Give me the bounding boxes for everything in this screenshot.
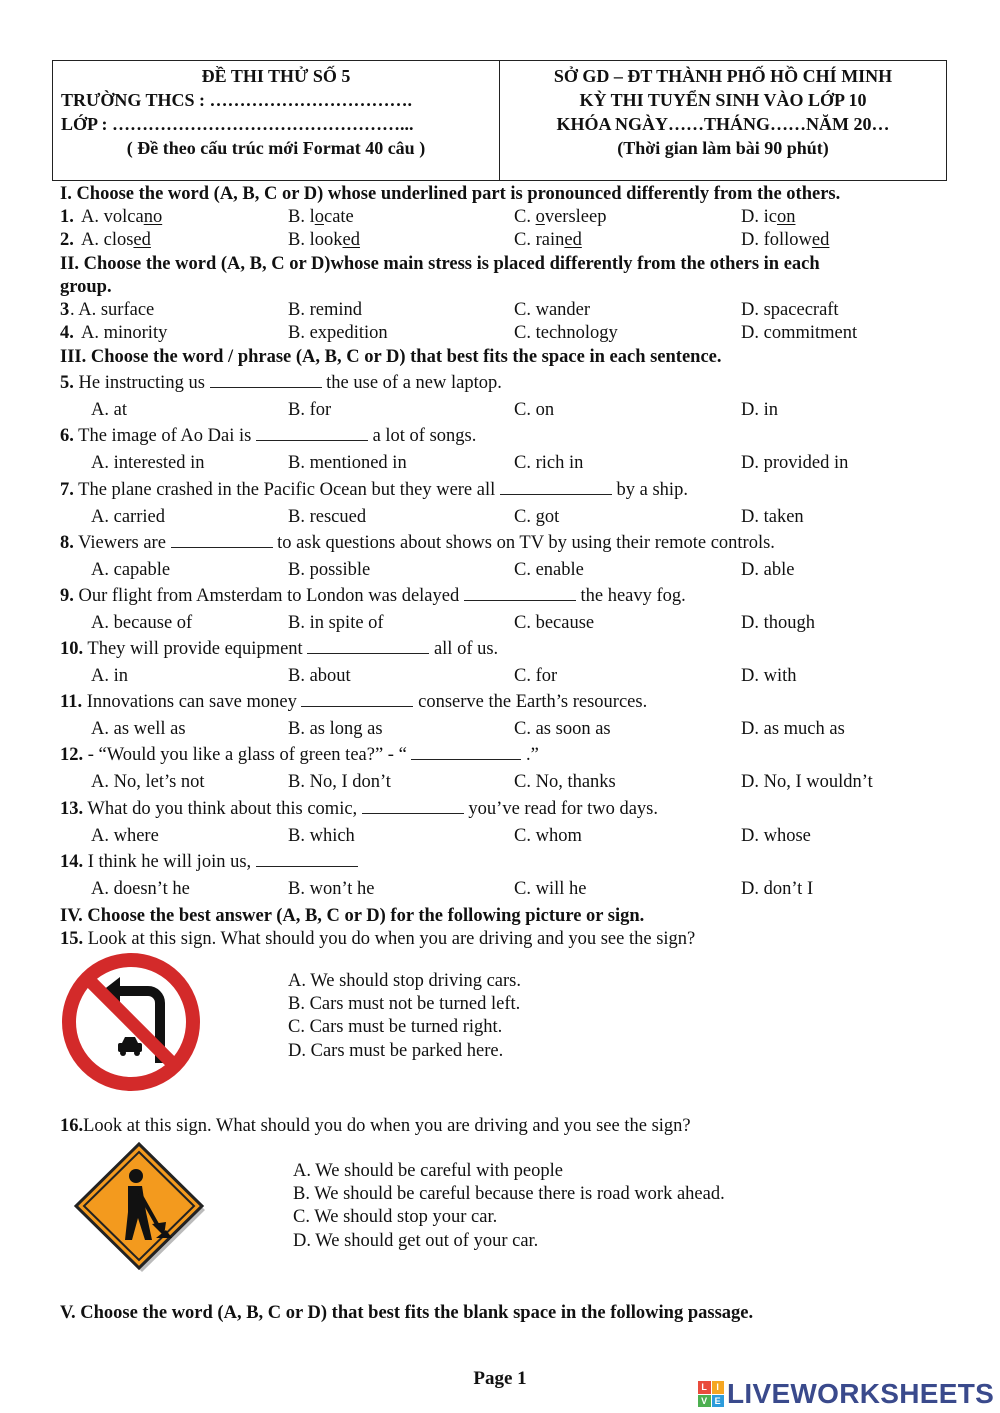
brand-logo-icon: [698, 1381, 724, 1407]
option-c[interactable]: C. as soon as: [514, 719, 611, 739]
question-number: 3: [60, 300, 70, 320]
option-d[interactable]: D. No, I wouldn’t: [741, 772, 873, 792]
option-a[interactable]: A. carried: [91, 507, 165, 527]
section-2-heading-cont: group.: [60, 277, 112, 297]
option-b[interactable]: B. mentioned in: [288, 453, 407, 473]
question-2: [0, 230, 1000, 254]
question-6-stem: [60, 426, 476, 447]
question-text-after: conserve the Earth’s resources.: [418, 692, 648, 712]
option-b[interactable]: [288, 207, 354, 228]
question-15-option-a[interactable]: A. We should stop driving cars.: [288, 971, 521, 991]
logo-cell: E: [712, 1395, 725, 1408]
question-9-options: [0, 613, 1000, 637]
option-c[interactable]: C. enable: [514, 560, 584, 580]
question-number: 1.: [60, 207, 74, 227]
question-number: 10.: [60, 639, 84, 659]
option-d[interactable]: D. taken: [741, 507, 804, 527]
logo-cell: V: [698, 1395, 711, 1408]
option-c[interactable]: C. wander: [514, 300, 591, 320]
option-text: cate: [323, 207, 354, 227]
question-text-after: the heavy fog.: [580, 586, 686, 606]
option-d[interactable]: [741, 207, 795, 228]
option-text: D. ic: [741, 207, 777, 227]
brand-name: LIVEWORKSHEETS: [727, 1378, 995, 1409]
question-number: 2.: [60, 230, 74, 250]
question-text-after: to ask questions about shows on TV by using their remote controls.: [277, 533, 775, 553]
option-d[interactable]: [741, 230, 829, 251]
question-16-option-a[interactable]: A. We should be careful with people: [293, 1161, 563, 1181]
question-1: [0, 207, 1000, 231]
question-number: 15.: [60, 929, 84, 949]
option-a[interactable]: A. doesn’t he: [91, 879, 190, 899]
question-text: Innovations can save money: [86, 692, 297, 712]
option-a[interactable]: . A. surface: [70, 300, 155, 320]
header-right: [500, 61, 946, 180]
option-a[interactable]: A. as well as: [91, 719, 186, 739]
option-b[interactable]: B. remind: [288, 300, 362, 320]
answer-blank[interactable]: [362, 799, 464, 814]
option-text: B. l: [288, 207, 315, 227]
question-text: They will provide equipment: [87, 639, 303, 659]
option-b[interactable]: B. rescued: [288, 507, 367, 527]
question-text: Our flight from Amsterdam to London was delayed: [78, 586, 460, 606]
option-text: C. rain: [514, 230, 565, 250]
section-3-heading: III. Choose the word / phrase (A, B, C or D) that best fits the space in each sentence.: [60, 347, 722, 367]
question-15-option-c[interactable]: C. Cars must be turned right.: [288, 1017, 503, 1037]
option-c[interactable]: C. got: [514, 507, 560, 527]
underlined-part: ed: [811, 230, 830, 250]
option-d[interactable]: D. commitment: [741, 323, 858, 343]
option-c[interactable]: C. will he: [514, 879, 587, 899]
question-text-after: the use of a new laptop.: [326, 373, 502, 393]
option-b[interactable]: B. in spite of: [288, 613, 384, 633]
underlined-part: ed: [342, 230, 360, 250]
question-7-options: [0, 507, 1000, 531]
option-d[interactable]: D. in: [741, 400, 778, 420]
option-d[interactable]: D. don’t I: [741, 879, 814, 899]
question-13-options: [0, 826, 1000, 850]
option-text: A. clos: [81, 230, 134, 250]
question-text: Viewers are: [78, 533, 166, 553]
question-14-stem: [60, 852, 358, 873]
question-14-options: [0, 879, 1000, 903]
option-c[interactable]: C. rich in: [514, 453, 584, 473]
option-b[interactable]: B. for: [288, 400, 332, 420]
option-a[interactable]: A. because of: [91, 613, 193, 633]
answer-blank[interactable]: [256, 852, 358, 867]
option-a[interactable]: [81, 207, 162, 228]
question-number: 5.: [60, 373, 74, 393]
question-15-option-d[interactable]: D. Cars must be parked here.: [288, 1041, 504, 1061]
question-text: What do you think about this comic,: [87, 799, 358, 819]
question-number: 9.: [60, 586, 74, 606]
option-b[interactable]: B. expedition: [288, 323, 388, 343]
option-d[interactable]: D. with: [741, 666, 797, 686]
option-a[interactable]: [81, 230, 151, 251]
answer-blank[interactable]: [411, 745, 521, 760]
question-number: 8.: [60, 533, 74, 553]
exam-name: KỲ THI TUYỂN SINH VÀO LỚP 10: [579, 90, 867, 110]
option-b[interactable]: B. which: [288, 826, 355, 846]
question-text: The plane crashed in the Pacific Ocean but they were all: [78, 480, 496, 500]
option-a[interactable]: A. at: [91, 400, 127, 420]
format-note: ( Đề theo cấu trúc mới Format 40 câu ): [126, 138, 426, 158]
exam-header: [52, 60, 947, 181]
question-text: Look at this sign. What should you do when you are driving and you see the sign?: [83, 1116, 691, 1136]
question-number: 6.: [60, 426, 74, 446]
question-16-stem: [60, 1116, 691, 1137]
option-c[interactable]: C. because: [514, 613, 595, 633]
option-c[interactable]: C. No, thanks: [514, 772, 616, 792]
question-number: 14.: [60, 852, 84, 872]
question-11-options: [0, 719, 1000, 743]
underlined-part: ed: [133, 230, 151, 250]
option-a[interactable]: A. interested in: [91, 453, 205, 473]
option-text: C.: [514, 207, 536, 227]
option-c[interactable]: C. for: [514, 666, 558, 686]
option-text: A. volca: [81, 207, 144, 227]
question-6-options: [0, 453, 1000, 477]
option-b[interactable]: B. about: [288, 666, 351, 686]
option-c[interactable]: C. technology: [514, 323, 618, 343]
option-c[interactable]: [514, 230, 582, 251]
question-16-option-d[interactable]: D. We should get out of your car.: [293, 1231, 539, 1251]
question-text: He instructing us: [78, 373, 205, 393]
option-c[interactable]: C. on: [514, 400, 555, 420]
underlined-part: ed: [564, 230, 582, 250]
question-13-stem: [60, 799, 658, 820]
question-number: 16.: [60, 1116, 84, 1136]
option-c[interactable]: [514, 207, 606, 228]
liveworksheets-logo: [698, 1378, 994, 1410]
question-text-after: a lot of songs.: [372, 426, 477, 446]
question-16-option-b[interactable]: B. We should be careful because there is road work ahead.: [293, 1184, 725, 1204]
question-text: - “Would you like a glass of green tea?” - “: [87, 745, 407, 765]
question-text-after: by a ship.: [616, 480, 688, 500]
section-1-heading: I. Choose the word (A, B, C or D) whose underlined part is pronounced differently from the others.: [60, 184, 841, 204]
question-12-options: [0, 772, 1000, 796]
answer-blank[interactable]: [307, 639, 429, 654]
school-line: TRƯỜNG THCS : …………………………….: [61, 90, 413, 110]
option-a[interactable]: A. minority: [81, 323, 168, 343]
underlined-part: o: [314, 207, 324, 227]
option-d[interactable]: D. though: [741, 613, 815, 633]
option-c[interactable]: C. whom: [514, 826, 582, 846]
option-a[interactable]: A. No, let’s not: [91, 772, 205, 792]
option-text: versleep: [544, 207, 607, 227]
answer-blank[interactable]: [301, 692, 413, 707]
exam-title: ĐỀ THI THỬ SỐ 5: [201, 66, 351, 86]
question-text: I think he will join us,: [87, 852, 252, 872]
time-limit: (Thời gian làm bài 90 phút): [617, 138, 829, 158]
question-15-stem: [60, 929, 695, 950]
answer-blank[interactable]: [210, 373, 322, 388]
exam-date: KHÓA NGÀY……THÁNG……NĂM 20…: [556, 114, 890, 134]
option-d[interactable]: D. spacecraft: [741, 300, 839, 320]
question-5-stem: [60, 373, 502, 394]
question-text: Look at this sign. What should you do when you are driving and you see the sign?: [87, 929, 696, 949]
header-left: [53, 61, 500, 180]
option-a[interactable]: A. in: [91, 666, 128, 686]
option-d[interactable]: D. whose: [741, 826, 811, 846]
option-text: B. look: [288, 230, 343, 250]
question-number: 4.: [60, 323, 74, 343]
question-4: [0, 323, 1000, 347]
answer-blank[interactable]: [500, 480, 612, 495]
option-d[interactable]: D. provided in: [741, 453, 849, 473]
question-number: 12.: [60, 745, 84, 765]
option-b[interactable]: B. as long as: [288, 719, 383, 739]
question-text-after: you’ve read for two days.: [468, 799, 658, 819]
answer-blank[interactable]: [171, 533, 273, 548]
question-text-after: all of us.: [433, 639, 499, 659]
question-12-stem: [60, 745, 539, 766]
option-b[interactable]: B. No, I don’t: [288, 772, 391, 792]
option-b[interactable]: [288, 230, 360, 251]
question-number: 7.: [60, 480, 74, 500]
section-4-heading: IV. Choose the best answer (A, B, C or D) for the following picture or sign.: [60, 906, 645, 926]
section-2-heading: II. Choose the word (A, B, C or D)whose main stress is placed differently from the others in each: [60, 254, 820, 274]
question-text: The image of Ao Dai is: [78, 426, 252, 446]
underlined-part: on: [776, 207, 796, 227]
underlined-part: no: [143, 207, 163, 227]
logo-cell: L: [698, 1381, 711, 1394]
option-d[interactable]: D. able: [741, 560, 795, 580]
class-line: LỚP : …………………………………………...: [61, 114, 414, 134]
logo-cell: I: [712, 1381, 725, 1394]
question-9-stem: [60, 586, 686, 607]
option-d[interactable]: D. as much as: [741, 719, 845, 739]
page-number: Page 1: [473, 1368, 527, 1389]
question-8-options: [0, 560, 1000, 584]
question-10-stem: [60, 639, 498, 660]
question-5-options: [0, 400, 1000, 424]
section-5-heading: V. Choose the word (A, B, C or D) that best fits the blank space in the following passage.: [60, 1303, 754, 1323]
underlined-part: o: [535, 207, 545, 227]
question-text-after: .”: [526, 745, 539, 765]
department: SỞ GD – ĐT THÀNH PHỐ HỒ CHÍ MINH: [553, 66, 893, 86]
answer-blank[interactable]: [464, 586, 576, 601]
question-7-stem: [60, 480, 688, 501]
question-3: [0, 300, 1000, 324]
question-10-options: [0, 666, 1000, 690]
question-8-stem: [60, 533, 775, 554]
option-text: D. follow: [741, 230, 812, 250]
option-a[interactable]: A. capable: [91, 560, 171, 580]
question-number: 11.: [60, 692, 83, 712]
option-a[interactable]: A. where: [91, 826, 159, 846]
option-b[interactable]: B. won’t he: [288, 879, 375, 899]
question-15-option-b[interactable]: B. Cars must not be turned left.: [288, 994, 521, 1014]
no-left-turn-sign-icon: [60, 951, 202, 1093]
road-work-sign-icon: [68, 1140, 210, 1275]
answer-blank[interactable]: [256, 426, 368, 441]
question-number: 13.: [60, 799, 84, 819]
question-16-option-c[interactable]: C. We should stop your car.: [293, 1207, 498, 1227]
option-b[interactable]: B. possible: [288, 560, 371, 580]
question-11-stem: [60, 692, 647, 713]
